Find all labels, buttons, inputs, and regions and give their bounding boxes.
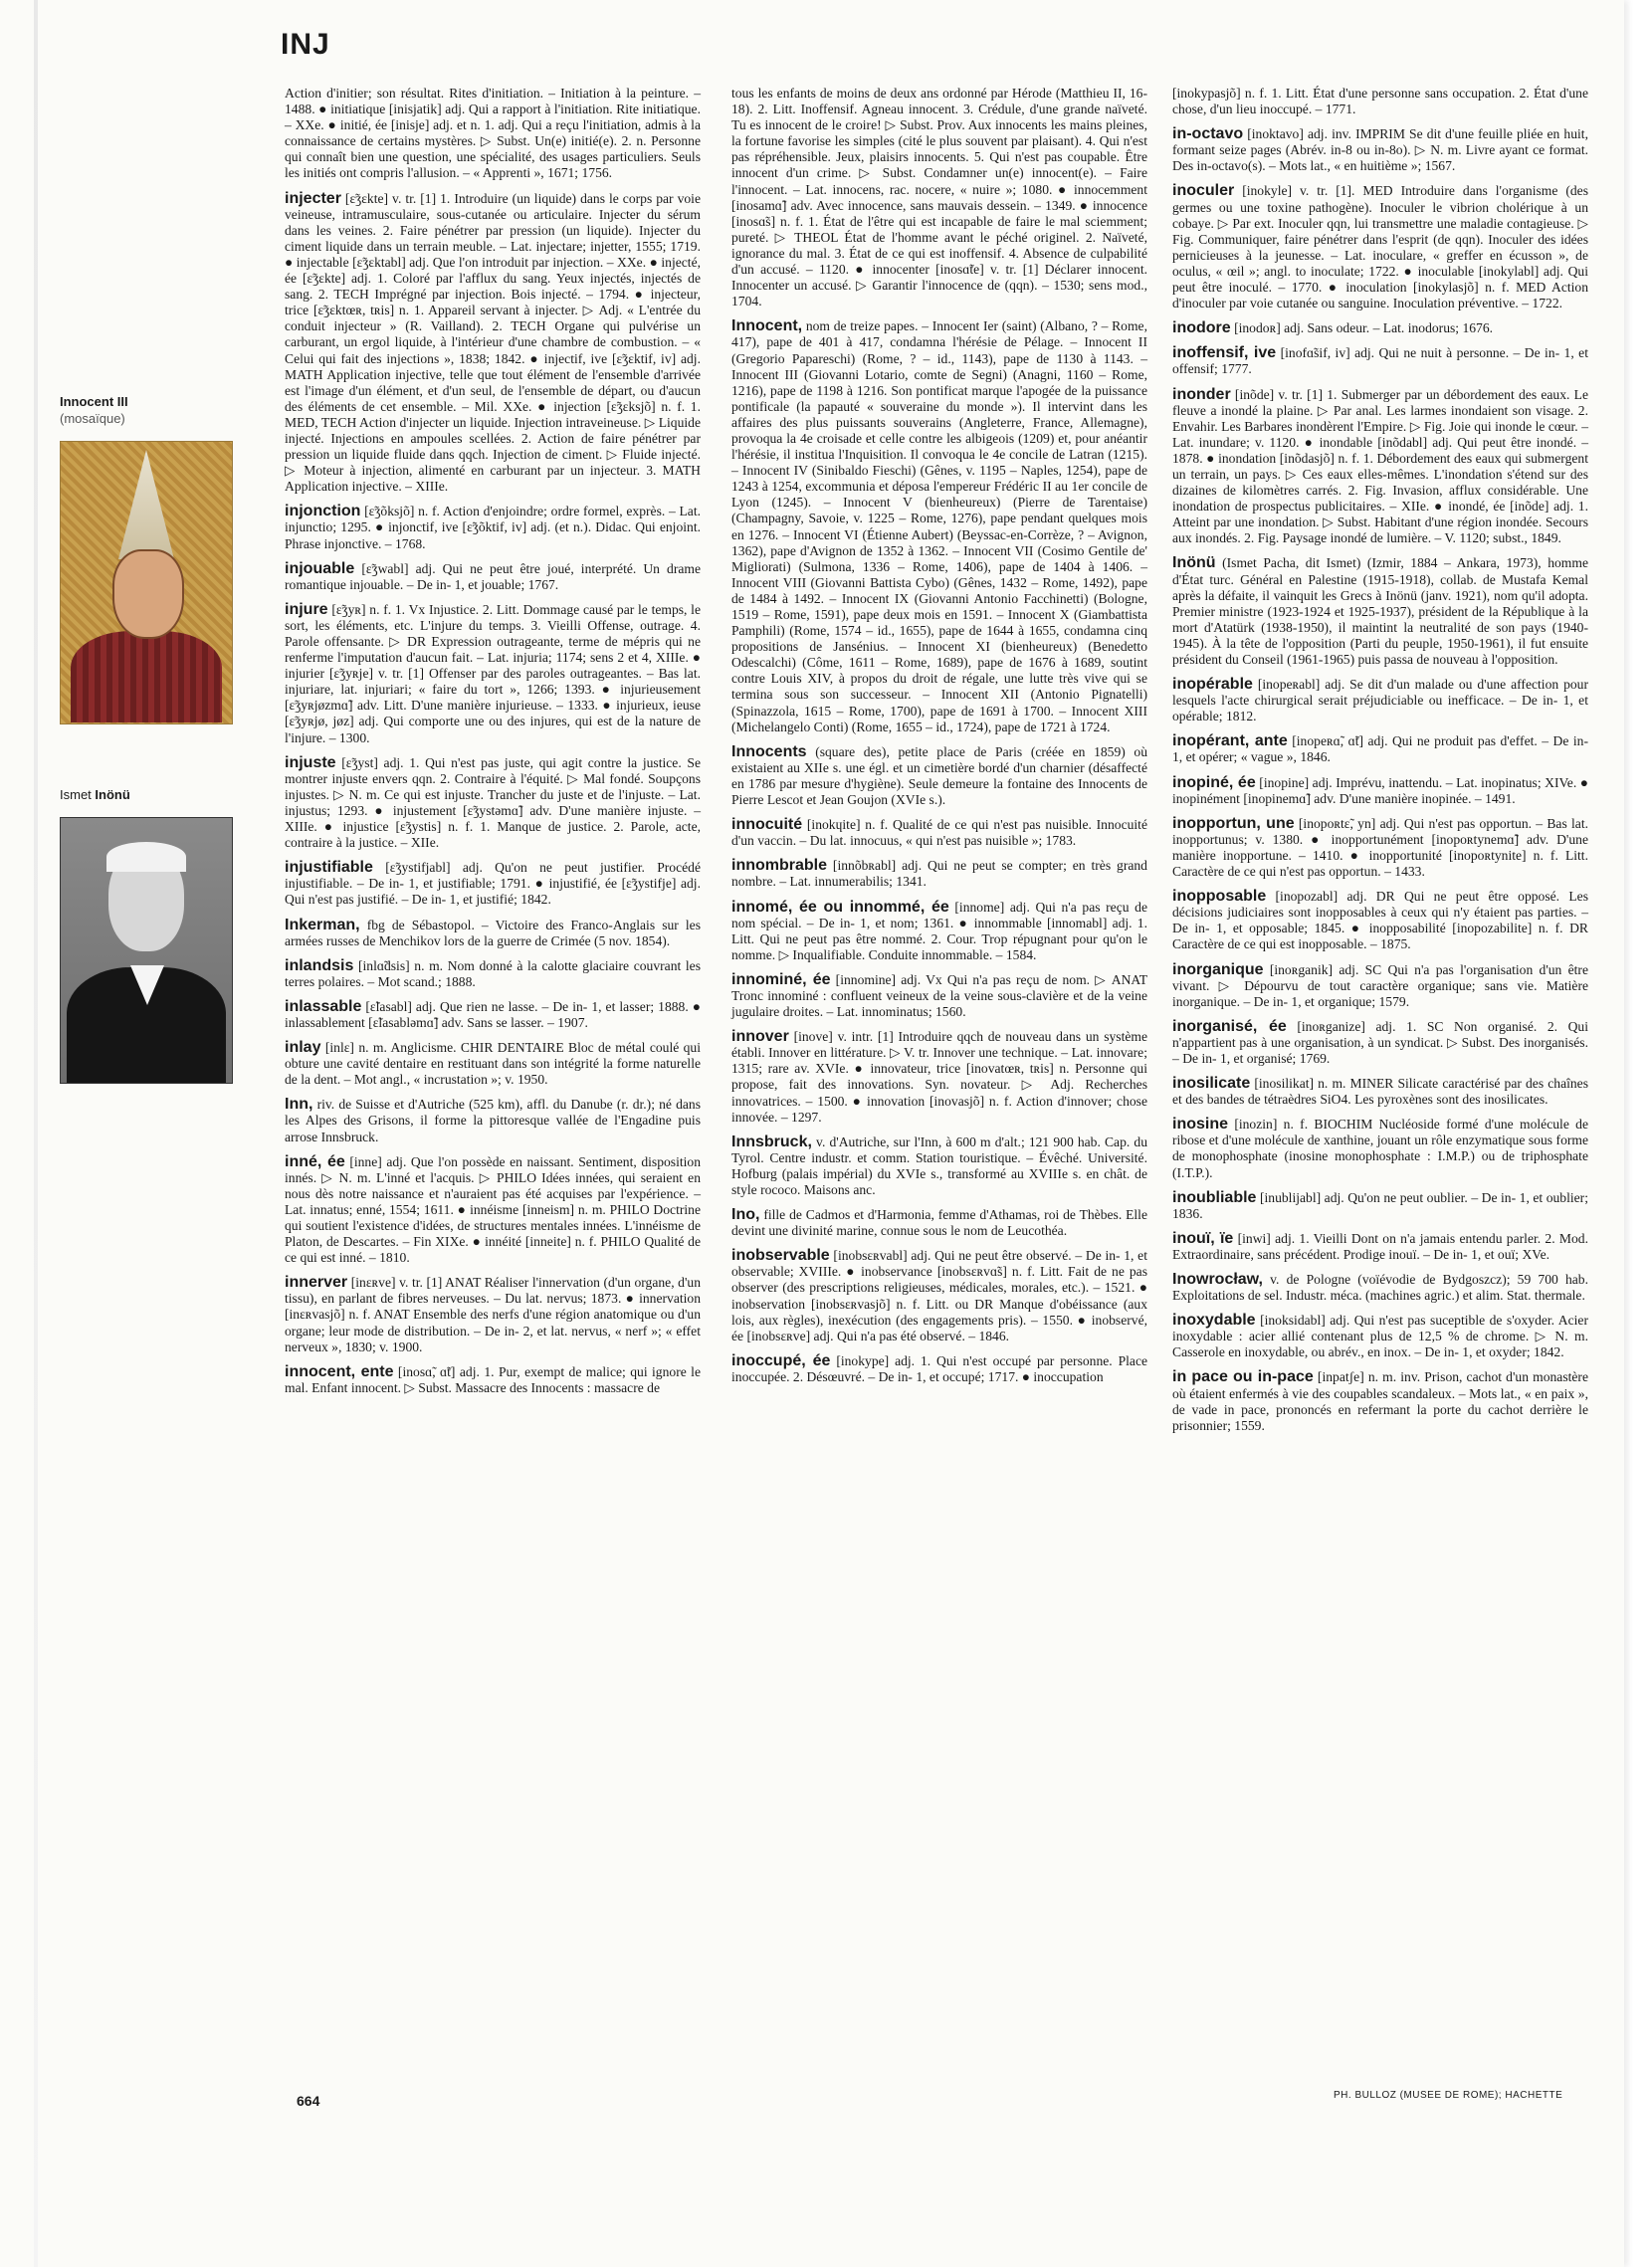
dictionary-entry [285, 561, 701, 593]
entry-text: [inlɛ] n. m. Anglicisme. CHIR DENTAIRE Bloc de métal coulé qui obture une cavité dentaire en restituant dans son intégrité la forme naturelle de la dent. – Mot angl., « incrustation »; v. 1950. [285, 1040, 701, 1088]
text-column-1 [285, 86, 701, 1405]
entry-text: [ɛ̃ʒɛkte] v. tr. [1] 1. Introduire (un liquide) dans le corps par voie veineuse, intramusculaire, sous-cutanée ou articulaire. Injecter du sérum dans les veines. 2. Faire pénétrer par pression (un liquide). Injecter du ciment liquide dans un terrain meuble. – Lat. injectare; injetter, 1555; 1719. ● injectable [ɛ̃ʒɛktabl] adj. Que l'on introduit par injection. – XXe. ● injecté, ée [ɛ̃ʒɛkte] adj. 1. Coloré par l'afflux du sang. Yeux injectés, injectés de sang. 2. TECH Imprégné par injection. Bois injecté. – 1794. ● injecteur, trice [ɛ̃ʒɛktœʀ, tʀis] n. 1. Appareil servant à injecter. ▷ Adj. « L'entrée du conduit injecteur » (R. Vailland). 2. TECH Organe qui pulvérise un carburant, un ergol liquide, à l'intérieur d'une chambre de combustion. – « Celui qui fait des injections », 1838; 1842. ● injectif, ive [ɛ̃ʒɛktif, iv] adj. MATH Application injective, telle que tout élément de l'ensemble d'arrivée est l'image d'un élément, et d'un seul, de l'ensemble de départ, ou d'aucun des éléments de cet ensemble. – Mil. XXe. ● injection [ɛ̃ʒɛksjõ] n. f. 1. MED, TECH Action d'injecter un liquide. Injection intraveineuse. ▷ Liquide injecté. Injections en ampoules scellées. 2. Action de faire pénétrer par pression un liquide fluide dans qqch. Injection de ciment. ▷ Fluide injecté. ▷ Moteur à injection, alimenté en carburant par un injecteur. 3. MATH Application injective. – XIIIe. [285, 190, 701, 495]
entry-text: [inublijabl] adj. Qu'on ne peut oublier. – De in- 1, et oublier; 1836. [1172, 1189, 1588, 1221]
photo-portrait-image [60, 817, 233, 1084]
entry-headword: inné, ée [285, 1152, 345, 1170]
caption-prefix: Ismet [60, 787, 96, 802]
entry-text: [ɛ̃ʒyst] adj. 1. Qui n'est pas juste, qui agit contre la justice. Se montrer injuste envers qqn. 2. Contraire à l'équité. ▷ Mal fondé. Soupçons injustes. ▷ N. m. Ce qui est injuste. Trancher du juste et de l'injuste. – Lat. injustus; 1293. ● injustement [ɛ̃ʒystəmɑ̃] adv. D'une manière injuste. – XIIIe. ● injustice [ɛ̃ʒystis] n. f. 1. Manque de justice. 2. Parole, acte, contraire à la justice. – XIIe. [285, 754, 701, 851]
entry-headword: inopiné, ée [1172, 773, 1256, 791]
entry-text: [inokype] adj. 1. Qui n'est occupé par personne. Place inoccupée. 2. Désœuvré. – De in- 1, et occupé; 1717. ● inoccupation [731, 1352, 1148, 1384]
dictionary-entry [1172, 962, 1588, 1010]
dictionary-entry [285, 999, 701, 1031]
entry-headword: in pace ou in-pace [1172, 1368, 1314, 1386]
entry-headword: injonction [285, 503, 361, 520]
dictionary-entry [731, 1029, 1147, 1126]
caption-name: Inönü [95, 787, 130, 802]
caption-innocent-iii [60, 393, 259, 427]
entry-headword: Inönü [1172, 554, 1216, 572]
dictionary-entry [1172, 345, 1588, 377]
dictionary-entry [731, 318, 1147, 734]
dictionary-entry [731, 858, 1147, 890]
entry-text: [inopine] adj. Imprévu, inattendu. – Lat. inopinatus; XIVe. ● inopinément [inopinemɑ̃] adv. D'une manière inopinée. – 1491. [1172, 774, 1588, 806]
entry-text: [ɛ̃ʒyʀ] n. f. 1. Vx Injustice. 2. Litt. Dommage causé par le temps, le sort, les éléments, etc. L'injure du temps. 3. Vieilli Offense, outrage. 4. Parole offensante. ▷ DR Expression outrageante, terme de mépris qui ne renferme l'imputation d'aucun fait. – Lat. injuria; 1174; sens 2 et 4, XIIIe. ● injurier [ɛ̃ʒyʀje] v. tr. [1] Offenser par des paroles outrageantes. – Bas lat. injuriare, lat. injuriari; « faire du tort », 1266; 1393. ● injurieusement [ɛ̃ʒyʀjøzmɑ̃] adv. Litt. D'une manière injurieuse. – 1333. ● injurieux, ieuse [ɛ̃ʒyʀjø, jøz] adj. Qui comporte une ou des injures, qui est de la nature de l'injure. – 1300. [285, 601, 701, 745]
entry-text: [innome] adj. Qui n'a pas reçu de nom spécial. – De in- 1, et nom; 1361. ● innommable [innomabl] adj. 1. Litt. Qui ne peut pas être nommé. 2. Cour. Trop répugnant pour qu'on le nomme. ▷ Inqualifiable. Conduite innommable. – 1584. [731, 899, 1147, 962]
dictionary-entry [285, 191, 701, 496]
entry-text: [inpatʃe] n. m. inv. Prison, cachot d'un monastère où étaient enfermés à vie des coupables scandaleux. – Mots lat., « en paix », de vade in pace, prononcés en refermant la porte du cachot derrière le prisonnier; 1559. [1172, 1369, 1588, 1433]
entry-text: [inopoʀtɛ̃, yn] adj. Qui n'est pas opportun. – Bas lat. inopportunus; v. 1380. ● inopportunément [inopoʀtynemɑ̃] adv. D'une manière inopportune. – 1410. ● inopportunité [inopoʀtynite] n. f. Litt. Caractère de ce qui n'est pas opportun. – 1433. [1172, 815, 1589, 880]
entry-headword: innomé, ée ou innommé, ée [731, 898, 949, 916]
dictionary-entry [731, 1248, 1147, 1344]
dictionary-entry [1172, 816, 1588, 880]
entry-headword: inodore [1172, 319, 1231, 337]
text-column-3 [1172, 86, 1588, 1443]
dictionary-entry [1172, 86, 1588, 117]
dictionary-entry [285, 1097, 701, 1144]
entry-text: [inove] v. intr. [1] Introduire qqch de nouveau dans un système établi. Innover en littérature. ▷ V. tr. Innover une technique. – Lat. innovare; 1315; rare av. XVIe. ● innovateur, trice [inovatœʀ, tʀis] n. Personne qui propose, fait des innovations. Syn. novateur. ▷ Adj. Recherches innovatrices. – 1500. ● innovation [inovasjõ] n. f. Action d'innover; chose innovée. – 1297. [731, 1029, 1147, 1125]
entry-headword: Innocent, [731, 317, 803, 335]
running-head: INJ [281, 28, 330, 61]
entry-headword: inorganisé, ée [1172, 1017, 1287, 1035]
entry-headword: inoffensif, ive [1172, 344, 1277, 362]
entry-headword: inlay [285, 1039, 321, 1057]
entry-text: nom de treize papes. – Innocent Ier (saint) (Albano, ? – Rome, 417), pape de 401 à 417, condamna l'hérésie de Pélage. – Innocent II (Gregorio Papareschi) (Rome, ? – id., 1143), pape de 1130 à 1143. – Innocent III (Giovanni Lotario, comte de Segni) (Anagni, 1160 – Rome, 1216), pape de 1198 à 1216. Son pontificat marque l'apogée de la puissance pontificale (la papauté « souveraine du monde »). Il intervint dans les affaires des plus puissants souverains (Angleterre, France, Allemagne), provoqua la 4e croisade et celle contre les albigeois (1209) et, pour anéantir l'hérésie, il institua l'Inquisition. Il convoqua le 4e concile de Latran (1215). – Innocent IV (Sinibaldo Fieschi) (Gênes, v. 1195 – Naples, 1254), pape de 1243 à 1254, excommunia et déposa l'empereur Frédéric II au 1er concile de Lyon (1245). – Innocent V (bienheureux) (Pierre de Tarentaise) (Champagny, Savoie, v. 1225 – Rome, 1276), pape pendant quelques mois en 1276. – Innocent VI (Étienne Aubert) (Beyssac-en-Corrèze, ? – Avignon, 1362), pape d'Avignon de 1352 à 1362. – Innocent VII (Cosimo Gentile de' Migliorati) (Sulmona, 1336 – Rome, 1406), pape de 1404 à 1406. – Innocent VIII (Giovanni Battista Cybo) (Gênes, 1432 – Rome, 1492), pape de 1484 à 1492. – Innocent IX (Giovanni Antonio Facchinetti) (Bologne, 1519 – Rome, 1591), pape deux mois en 1591. – Innocent X (Giambattista Pamphili) (Rome, 1574 – id., 1655), pape de 1644 à 1655, condamna cinq propositions de Jansénius. – Innocent XI (bienheureux) (Benedetto Odescalchi) (Côme, 1611 – Rome, 1689), pape de 1676 à 1689, soutint contre Louis XIV, à propos du droit de régale, une lutte très vive qui se termina sous son successeur. – Innocent XII (Antonio Pignatelli) (Spinazzola, 1615 – Rome, 1700), pape de 1691 à 1700. – Innocent XIII (Michelangelo Conti) (Rome, 1655 – id., 1724), pape de 1721 à 1724. [731, 318, 1147, 734]
entry-text: [inopeʀɑ̃, ɑ̃t] adj. Qui ne produit pas d'effet. – De in- 1, et opérer; « vague », 1846. [1172, 733, 1588, 765]
entry-headword: inobservable [731, 1247, 830, 1265]
entry-text: (square des), petite place de Paris (créée en 1859) où existaient au XIIe s. une égl. et un cimetière bordé d'un charnier (désaffecté en 1786 par mesure d'hygiène). Seule demeure la fontaine des Innocents de Pierre Lescot et Jean Goujon (XVIe s.). [731, 743, 1147, 808]
dictionary-entry [1172, 889, 1588, 952]
caption-sub: (mosaïque) [60, 411, 125, 426]
dictionary-entry [1172, 733, 1588, 765]
entry-headword: injouable [285, 559, 355, 577]
dictionary-entry [731, 1353, 1147, 1385]
entry-headword: innominé, ée [731, 970, 831, 988]
entry-headword: inoubliable [1172, 1188, 1257, 1206]
entry-text: [inosilikat] n. m. MINER Silicate caractérisé par des chaînes et des bandes de tétraèdres SiO4. Les pyroxènes sont des inosilicates. [1172, 1076, 1588, 1108]
illustration-sidebar [60, 393, 259, 1084]
dictionary-entry [731, 86, 1147, 309]
dictionary-entry [1172, 775, 1588, 807]
entry-headword: inosine [1172, 1116, 1229, 1134]
dictionary-entry [285, 1275, 701, 1354]
entry-headword: Innsbruck, [731, 1133, 812, 1150]
entry-headword: innerver [285, 1274, 348, 1292]
dictionary-entry [285, 958, 701, 990]
entry-text: v. de Pologne (voïévodie de Bydgoszcz); 59 700 hab. Exploitations de sel. Industr. méca. (machines agric.) et alim. Stat. thermale. [1172, 1272, 1588, 1304]
entry-headword: innocuité [731, 816, 803, 834]
dictionary-entry [1172, 320, 1588, 336]
entry-text: [inozin] n. f. BIOCHIM Nucléoside formé d'une molécule de ribose et d'une molécule de xanthine, jouant un rôle enzymatique sous forme de monophosphate (inosine monophosphate : I.M.P.) ou de triphosphate (I.T.P.). [1172, 1117, 1588, 1180]
entry-text: fbg de Sébastopol. – Victoire des Franco-Anglais sur les armées russes de Menchikov lors de la guerre de Crimée (5 nov. 1854). [285, 917, 701, 948]
caption-name: Innocent III [60, 394, 128, 409]
entry-text: [inwi] adj. 1. Vieilli Dont on n'a jamais entendu parler. 2. Mod. Extraordinaire, sans précédent. Prodige inouï. – De in- 1, et ouï; XVe. [1172, 1230, 1588, 1262]
dictionary-entry [285, 755, 701, 852]
dictionary-entry [731, 900, 1147, 963]
dictionary-entry [731, 744, 1147, 808]
entry-text: [ɛ̃ʒõksjõ] n. f. Action d'enjoindre; ordre formel, exprès. – Lat. injunctio; 1295. ● injonctif, ive [ɛ̃ʒõktif, iv] adj. (et n.). Didac. Qui enjoint. Phrase injonctive. – 1768. [285, 504, 701, 551]
entry-text: [inopeʀabl] adj. Se dit d'un malade ou d'une affection pour lesquels l'acte chirurgical serait préjudiciable ou inefficace. – De in- 1, et opérable; 1812. [1172, 677, 1588, 724]
entry-headword: Ino, [731, 1206, 760, 1224]
entry-headword: innocent, ente [285, 1362, 394, 1380]
entry-text: [innõbʀabl] adj. Qui ne peut se compter; en très grand nombre. – Lat. innumerabilis; 1341. [731, 858, 1147, 890]
dictionary-entry [1172, 1190, 1588, 1222]
dictionary-entry [285, 1154, 701, 1267]
entry-headword: innombrable [731, 857, 828, 875]
entry-text: [ɛ̃ʒystifjabl] adj. Qu'on ne peut justifier. Procédé injustifiable. – De in- 1, et justifiable; 1791. ● injustifié, ée [ɛ̃ʒystifje] adj. Qui n'est pas justifié. – De in- 1, et justifié; 1842. [285, 860, 701, 908]
dictionary-entry [285, 1364, 701, 1396]
entry-headword: inosilicate [1172, 1075, 1251, 1093]
entry-headword: injuste [285, 753, 336, 771]
dictionary-entry [1172, 1313, 1588, 1360]
entry-text: riv. de Suisse et d'Autriche (525 km), affl. du Danube (r. dr.); né dans les Alpes des Grisons, il forme la pittoresque vallée de l'Engadine puis arrose Innsbruck. [285, 1097, 701, 1144]
dictionary-entry [285, 1040, 701, 1088]
text-column-2 [731, 86, 1147, 1394]
entry-text: [inne] adj. Que l'on possède en naissant. Sentiment, disposition innés. ▷ N. m. L'inné et l'acquis. ▷ PHILO Idées innées, qui seraient en nous dès notre naissance et n'auraient pas été acquises par l'expérience. – Lat. innatus; enné, 1554; 1611. ● innéisme [inneism] n. m. PHILO Doctrine qui soutient l'existence d'idées, de structures mentales innées. L'innéisme de Platon, de Descartes. – Fin XIXe. ● innéité [inneite] n. f. PHILO Qualité de ce qui est inné. – 1810. [285, 1153, 701, 1266]
dictionary-entry [285, 602, 701, 746]
entry-text: [inobsɛʀvabl] adj. Qui ne peut être observé. – De in- 1, et observable; XVIIIe. ● inobservance [inobsɛʀvɑ̃s] n. f. Litt. Fait de ne pas observer (des prescriptions religieuses, médicales, morales, etc.). – 1521. ● inobservation [inobsɛʀvasjõ] n. f. Litt. ou DR Manque d'obéissance (aux lois, aux règles), inexécution (des engagements pris). – 1550. ● inobservé, ée [inobsɛʀve] adj. Qui n'a pas été observé. – 1846. [731, 1248, 1147, 1343]
entry-text: [inɛʀve] v. tr. [1] ANAT Réaliser l'innervation (d'un organe, d'un tissu), en parlant de fibres nerveuses. – Du lat. nervus; 1873. ● innervation [inɛʀvasjõ] n. f. ANAT Ensemble des nerfs d'une région anatomique ou d'un organe; leur mode de distribution. – De in- 2, et lat. nervus, « nerf »; « effet nerveux », 1830; v. 1900. [285, 1275, 702, 1354]
dictionary-entry [1172, 1076, 1588, 1108]
entry-headword: Inn, [285, 1096, 313, 1114]
entry-headword: innover [731, 1028, 789, 1046]
entry-headword: inlandsis [285, 956, 354, 974]
dictionary-entry [285, 86, 701, 182]
entry-text: [inokyle] v. tr. [1]. MED Introduire dans l'organisme (des germes ou une toxine pathogène). Inoculer le vibrion cholérique à un cobaye. ▷ Par ext. Inoculer qqn, lui transmettre une maladie contagieuse. ▷ Fig. Communiquer, faire pénétrer dans l'esprit (de qqn). Inoculer des idées pernicieuses à la jeunesse. – Lat. inoculare, « greffer en écusson », de oculus, « œil »; angl. to inoculate; 1722. ● inoculable [inokylabl] adj. Qui peut être inoculé. – 1770. ● inoculation [inokylasjõ] n. f. MED Action d'inoculer par voie cutanée ou sanguine. Inoculation préventive. – 1722. [1172, 183, 1588, 311]
dictionary-entry [1172, 183, 1588, 311]
entry-text: [inoʀganize] adj. 1. SC Non organisé. 2. Qui n'appartient pas à une organisation, à un syndicat. ▷ Subst. Des inorganisés. – De in- 1, et organisé; 1769. [1172, 1018, 1588, 1066]
entry-text: [inosɑ̃, ɑ̃t] adj. 1. Pur, exempt de malice; qui ignore le mal. Enfant innocent. ▷ Subst. Massacre des Innocents : massacre de [285, 1363, 701, 1395]
entry-text: v. d'Autriche, sur l'Inn, à 600 m d'alt.; 121 900 hab. Cap. du Tyrol. Centre industr. et comm. Station touristique. – Évêché. Université. Hofburg (palais impérial) du XVIe s., transformé au XVIIIe s. en chât. de style rococo. Maisons anc. [731, 1134, 1147, 1197]
dictionary-entry [731, 1134, 1147, 1198]
page-number: 664 [297, 2093, 320, 2109]
entry-headword: Inkerman, [285, 916, 360, 933]
dictionary-entry [1172, 677, 1588, 724]
entry-headword: inoxydable [1172, 1312, 1256, 1330]
dictionary-entry [285, 504, 701, 551]
entry-text: [inofɑ̃sif, iv] adj. Qui ne nuit à personne. – De in- 1, et offensif; 1777. [1172, 345, 1588, 377]
dictionary-entry [1172, 126, 1588, 174]
entry-text: [inõde] v. tr. [1] 1. Submerger par un débordement des eaux. Le fleuve a inondé la plaine. ▷ Par anal. Les larmes inondaient son visage. 2. Envahir. Les Barbares inondèrent l'Empire. ▷ Fig. Joie qui inonde le cœur. – Lat. inundare; v. 1120. ● inondable [inõdabl] adj. Qui peut être inondé. – 1878. ● inondation [inõdasjõ] n. f. 1. Débordement des eaux qui submergent un terrain, un pays. ▷ Ces eaux elles-mêmes. L'inondation s'étend sur des dizaines de kilomètres carrés. 2. Fig. Invasion, afflux considérable. Une inondation de prospectus publicitaires. – XIIe. ● inondé, ée [inõde] adj. 1. Atteint par une inondation. ▷ Subst. Habitant d'une région inondée. Secours aux inondés. 2. Fig. Paysage inondé de lumière. – V. 1120; subst., 1849. [1172, 386, 1588, 546]
entry-text: [inokɥite] n. f. Qualité de ce qui n'est pas nuisible. Innocuité d'un vaccin. – Du lat. innocuus, « qui n'est pas nuisible »; 1783. [731, 817, 1147, 849]
entry-text: (Ismet Pacha, dit Ismet) (Izmir, 1884 – Ankara, 1973), homme d'État turc. Général en Palestine (1915-1918), collab. de Mustafa Kemal après la défaite, il vainquit les Grecs à Inönü (janv. 1921), nom qu'il adopta. Premier ministre (1923-1924 et 1925-1937), président de la République à la mort d'Atatürk (1938-1950), il maintint la neutralité de son pays (1940-1945). À la tête de l'opposition (Parti du peuple, 1950-1961), il fut ensuite président du Conseil (1961-1965) puis passa de nouveau à l'opposition. [1172, 555, 1588, 667]
dictionary-entry [731, 1207, 1147, 1239]
dictionary-entry [1172, 1231, 1588, 1263]
caption-inonu [60, 786, 259, 803]
entry-headword: inopportun, une [1172, 814, 1295, 832]
entry-headword: injustifiable [285, 859, 373, 877]
entry-headword: Innocents [731, 742, 807, 760]
entry-headword: inoccupé, ée [731, 1351, 831, 1369]
entry-text: [inodoʀ] adj. Sans odeur. – Lat. inodorus; 1676. [1234, 320, 1494, 336]
entry-headword: inonder [1172, 385, 1231, 403]
entry-headword: injure [285, 600, 328, 618]
dictionary-entry [731, 972, 1147, 1020]
entry-headword: inouï, ïe [1172, 1229, 1234, 1247]
entry-text: [inoʀganik] adj. SC Qui n'a pas l'organisation d'un être vivant. ▷ Dépourvu de tout caractère organique; sans vie. Matière inorganique. – De in- 1, et organique; 1579. [1172, 961, 1588, 1009]
photo-credit: PH. BULLOZ (MUSEE DE ROME); HACHETTE [1334, 2090, 1563, 2101]
entry-text: [ɛ̃ʒwabl] adj. Qui ne peut être joué, interprété. Un drame romantique injouable. – De in- 1, et jouable; 1767. [285, 560, 701, 592]
dictionary-entry [1172, 1117, 1588, 1180]
dictionary-entry [1172, 1369, 1588, 1433]
dictionary-entry [285, 860, 701, 908]
dictionary-entry [1172, 1019, 1588, 1067]
entry-headword: inoculer [1172, 182, 1235, 200]
entry-headword: inopérable [1172, 676, 1253, 694]
dictionary-entry [285, 918, 701, 949]
entry-text: [inopozabl] adj. DR Qui ne peut être opposé. Les décisions judiciaires sont inopposables à ceux qui n'y étaient pas parties. – De in- 1, et opposable; 1845. ● inopposabilité [inopozabilite] n. f. DR Caractère de ce qui est inopposable. – 1875. [1172, 889, 1588, 952]
entry-text: [inoksidabl] adj. Qui n'est pas suceptible de s'oxyder. Acier inoxydable : acier allié contenant plus de 12,5 % de chrome. ▷ N. m. Casserole en inoxydable, ou abrév., en inox. – De in- 1, et oxyder; 1842. [1172, 1313, 1588, 1360]
entry-headword: inopposable [1172, 888, 1267, 906]
entry-headword: inlassable [285, 997, 362, 1015]
entry-text: [inlɑ̃dsis] n. m. Nom donné à la calotte glaciaire couvrant les terres polaires. – Mot scand.; 1888. [285, 957, 701, 989]
entry-text: fille de Cadmos et d'Harmonia, femme d'Athamas, roi de Thèbes. Elle devint une divinité marine, connue sous le nom de Leucothéa. [731, 1207, 1147, 1239]
entry-text: Action d'initier; son résultat. Rites d'initiation. – Initiation à la peinture. – 1488. ● initiatique [inisjatik] adj. Qui a rapport à l'initiation. Rite initiatique. – XXe. ● initié, ée [inisje] adj. et n. 1. adj. Qui a reçu l'initiation, admis à la connaissance de certains mystères. ▷ Subst. Un(e) initié(e). 2. n. Personne qui connaît bien une question, une spécialité, des usages particuliers. Seuls les initiés ont compris l'allusion. – « Apprenti », 1671; 1756. [285, 86, 701, 181]
entry-text: [inoktavo] adj. inv. IMPRIM Se dit d'une feuille pliée en huit, formant seize pages (Abrév. in-8 ou in-8o). ▷ N. m. Livre ayant ce format. Des in-octavo(s). – Mots lat., « en huitième »; 1567. [1172, 126, 1588, 174]
dictionary-entry [1172, 387, 1588, 547]
dictionary-entry [1172, 1272, 1588, 1304]
entry-headword: in-octavo [1172, 125, 1244, 143]
dictionary-entry [1172, 555, 1588, 668]
entry-text: [ɛ̃lasabl] adj. Que rien ne lasse. – De in- 1, et lasser; 1888. ● inlassablement [ɛ̃lasabləmɑ̃] adv. Sans se lasser. – 1907. [285, 998, 701, 1030]
mosaic-portrait-image [60, 441, 233, 724]
entry-text: [inokypasjõ] n. f. 1. Litt. État d'une personne sans occupation. 2. État d'une chose, d'un lieu inoccupé. – 1771. [1172, 86, 1588, 117]
entry-text: tous les enfants de moins de deux ans ordonné par Hérode (Matthieu II, 16-18). 2. Litt. Inoffensif. Agneau innocent. 3. Crédule, d'une grande naïveté. Tu es innocent de le croire! ▷ Subst. Prov. Aux innocents les mains pleines, la fortune favorise les simples (cité le plus souvent par plaisant). 4. Qui n'est pas répréhensible. Jeux, plaisirs innocents. 5. Qui n'est pas coupable. Être innocent d'un crime. ▷ Subst. Condamner un(e) innocent(e). – Faire l'innocent. – Lat. innocens, rac. nocere, « nuire »; 1080. ● innocemment [inosamɑ̃] adv. Avec innocence, sans mauvais dessein. – 1349. ● innocence [inosɑ̃s] n. f. 1. État de l'être qui est incapable de faire le mal sciemment; pureté. ▷ THEOL État de l'homme avant le péché originel. 2. Naïveté, ignorance du mal. 3. État de ce qui est inoffensif. 4. Absence de culpabilité d'un accusé. – 1120. ● innocenter [inosɑ̃te] v. tr. [1] Déclarer innocent. Innocenter un accusé. ▷ Garantir l'innocence de (qqn). – 1530; sens mod., 1704. [731, 86, 1147, 309]
entry-headword: Inowrocław, [1172, 1271, 1263, 1288]
entry-headword: injecter [285, 189, 341, 207]
dictionary-entry [731, 817, 1147, 849]
entry-text: [innomine] adj. Vx Qui n'a pas reçu de nom. ▷ ANAT Tronc innominé : confluent veineux de la veine sous-clavière et de la veine jugulaire droites. – Lat. innominatus; 1560. [731, 971, 1147, 1020]
entry-headword: inorganique [1172, 960, 1264, 978]
entry-headword: inopérant, ante [1172, 732, 1288, 750]
